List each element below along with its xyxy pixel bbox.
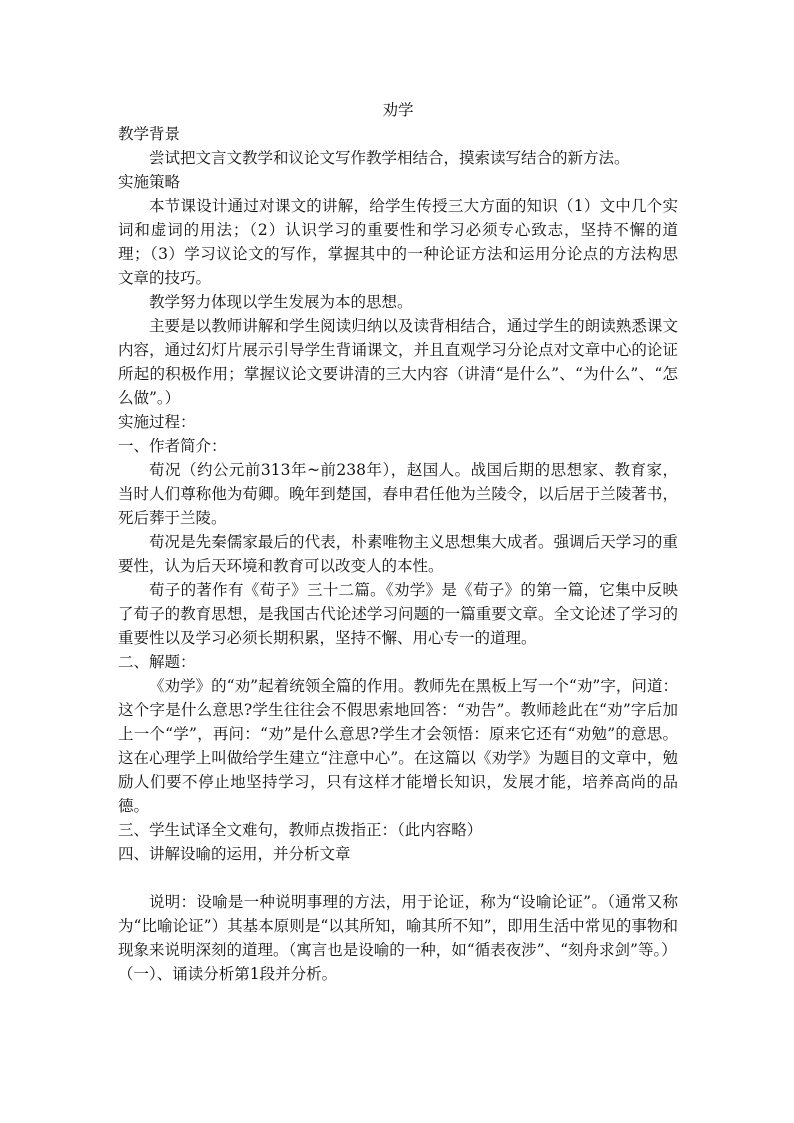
heading-strategy: 实施策略 [118, 173, 181, 191]
paragraph-topic: 《劝学》的“劝”起着统领全篇的作用。教师先在黑板上写一个“劝”字，问道：这个字是什么意思?学生往往会不假思索地回答：“劝告”。教师趁此在“劝”字后加上一个“学”，再问：“劝”是什么意思?学生才会领悟：原来它还有“劝勉”的意思。这在心理学上叫做给学生建立“注意中心”。在这篇以《劝学》为题目的文章中，勉励人们要不停止地坚持学习，只有这样才能增长知识，发展才能，培养高尚的品德。 [118, 677, 678, 815]
heading-background: 教学背景 [118, 125, 181, 143]
paragraph-strategy-method: 主要是以教师讲解和学生阅读归纳以及读背相结合，通过学生的朗读熟悉课文内容，通过幻灯片展示引导学生背诵课文，并且直观学习分论点对文章中心的论证所起的积极作用；掌握议论文要讲清的三大内容（讲清“是什么”、“为什么”、“怎么做”。） [118, 317, 678, 407]
paragraph-strategy-idea: 教学努力体现以学生发展为本的思想。 [149, 293, 413, 311]
heading-section-one: （一）、诵读分析第1段并分析。 [118, 965, 338, 983]
blank-line [118, 866, 678, 890]
paragraph-background: 尝试把文言文教学和议论文写作教学相结合，摸索读写结合的新方法。 [149, 149, 630, 167]
paragraph-author-thought: 荀况是先秦儒家最后的代表，朴素唯物主义思想集大成者。强调后天学习的重要性，认为后天环境和教育可以改变人的本性。 [118, 533, 678, 575]
heading-topic: 二、解题： [118, 653, 196, 671]
paragraph-author-works: 荀子的著作有《荀子》三十二篇。《劝学》是《荀子》的第一篇，它集中反映了荀子的教育思想，是我国古代论述学习问题的一篇重要文章。全文论述了学习的重要性以及学习必须长期积累，坚持不懈、用心专一的道理。 [118, 581, 678, 647]
document-body [118, 98, 678, 986]
paragraph-explanation: 说明：设喻是一种说明事理的方法，用于论证，称为“设喻论证”。（通常又称为“比喻论证”）其基本原则是“以其所知，喻其所不知”，即用生活中常见的事物和现象来说明深刻的道理。（寓言也是设喻的一种，如“循表夜涉”、“刻舟求剑”等。） [118, 893, 678, 959]
heading-process: 实施过程： [118, 413, 196, 431]
document-title: 劝学 [382, 101, 414, 119]
heading-translation: 三、学生试译全文难句，教师点拨指正：（此内容略） [118, 821, 483, 839]
paragraph-strategy-knowledge: 本节课设计通过对课文的讲解，给学生传授三大方面的知识（1）文中几个实词和虚词的用法；（2）认识学习的重要性和学习必须专心致志，坚持不懈的道理；（3）学习议论文的写作，掌握其中的一种论证方法和运用分论点的方法构思文章的技巧。 [118, 197, 678, 287]
paragraph-author-bio: 荀况（约公元前313年~前238年），赵国人。战国后期的思想家、教育家，当时人们尊称他为荀卿。晚年到楚国，春申君任他为兰陵令，以后居于兰陵著书，死后葬于兰陵。 [118, 461, 678, 527]
heading-author: 一、作者简介： [118, 437, 227, 455]
heading-metaphor: 四、讲解设喻的运用，并分析文章 [118, 845, 351, 863]
